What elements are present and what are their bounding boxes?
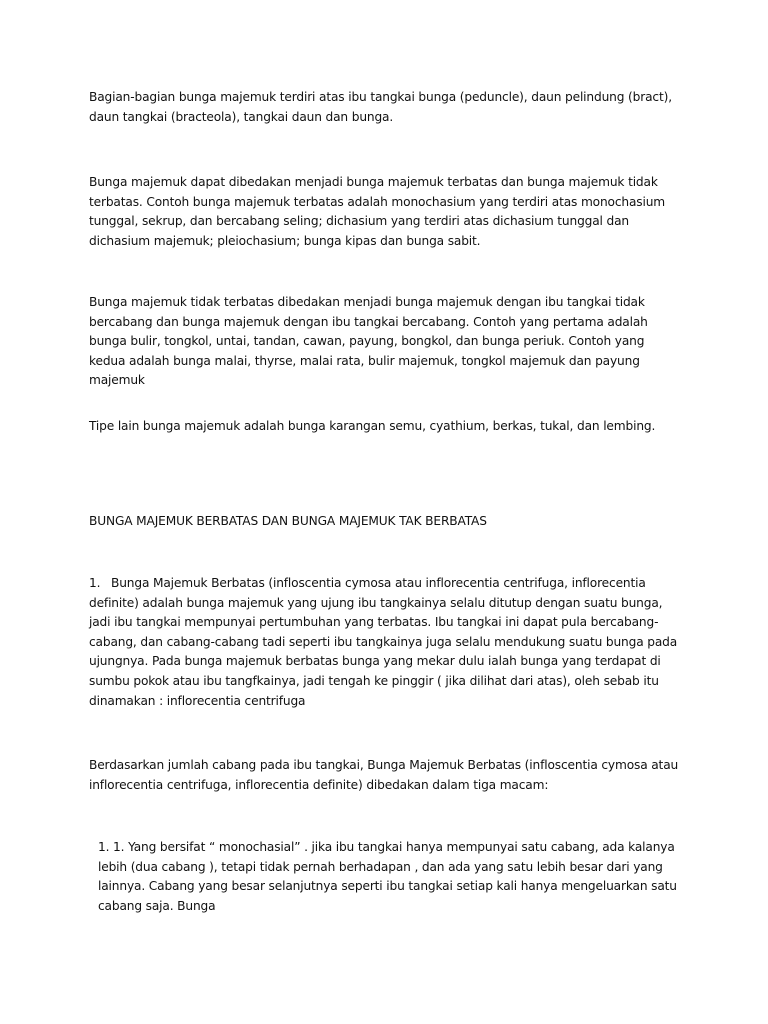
list-item-text: Bunga Majemuk Berbatas (infloscentia cymosa atau inflorecentia centrifuga, inflorecentia definite) adalah bunga majemuk yang ujung ibu tangkainya selalu ditutup dengan suatu bunga, jadi ibu tangkai mempunyai pertumbuhan yang terbatas. Ibu tangkai ini dapat pula bercabang-cabang, dan cabang-cabang tadi seperti ibu tangkainya juga selalu mendukung suatu bunga pada ujungnya. Pada bunga majemuk berbatas bunga yang mekar dulu ialah bunga yang terdapat di sumbu pokok atau ibu tangfkainya, jadi tengah ke pinggir ( jika dilihat dari atas), oleh sebab itu dinamakan : inflorecentia centrifuga xyxy=(89,576,678,708)
paragraph-berdasarkan: Berdasarkan jumlah cabang pada ibu tangkai, Bunga Majemuk Berbatas (infloscentia cymosa atau inflorecentia centrifuga, inflorecentia definite) dibedakan dalam tiga macam: xyxy=(89,758,679,792)
paragraph-tipe-lain: Tipe lain bunga majemuk adalah bunga karangan semu, cyathium, berkas, tukal, dan lembing. xyxy=(89,419,656,433)
list-item-1 xyxy=(89,574,679,711)
section-heading: BUNGA MAJEMUK BERBATAS DAN BUNGA MAJEMUK TAK BERBATAS xyxy=(89,514,487,528)
list-item-number: 1. xyxy=(89,576,101,590)
list-item-1-1: 1. 1. Yang bersifat “ monochasial” . jika ibu tangkai hanya mempunyai satu cabang, ada kalanya lebih (dua cabang ), tetapi tidak pernah berhadapan , dan ada yang satu lebih besar dari yang lainnya. Cabang yang besar selanjutnya seperti ibu tangkai setiap kali hanya mengeluarkan satu cabang saja. Bunga xyxy=(98,840,677,913)
paragraph-bunga-majemuk-tidak-terbatas: Bunga majemuk tidak terbatas dibedakan menjadi bunga majemuk dengan ibu tangkai tidak bercabang dan bunga majemuk dengan ibu tangkai bercabang. Contoh yang pertama adalah bunga bulir, tongkol, untai, tandan, cawan, payung, bongkol, dan bunga periuk. Contoh yang kedua adalah bunga malai, thyrse, malai rata, bulir majemuk, tongkol majemuk dan payung majemuk xyxy=(89,295,648,388)
paragraph-bunga-majemuk-terbatas: Bunga majemuk dapat dibedakan menjadi bunga majemuk terbatas dan bunga majemuk tidak terbatas. Contoh bunga majemuk terbatas adalah monochasium yang terdiri atas monochasium tunggal, sekrup, dan bercabang seling; dichasium yang terdiri atas dichasium tunggal dan dichasium majemuk; pleiochasium; bunga kipas dan bunga sabit. xyxy=(89,175,666,248)
paragraph-bagian-bunga: Bagian-bagian bunga majemuk terdiri atas ibu tangkai bunga (peduncle), daun pelindung (bract), daun tangkai (bracteola), tangkai daun dan bunga. xyxy=(89,90,672,124)
